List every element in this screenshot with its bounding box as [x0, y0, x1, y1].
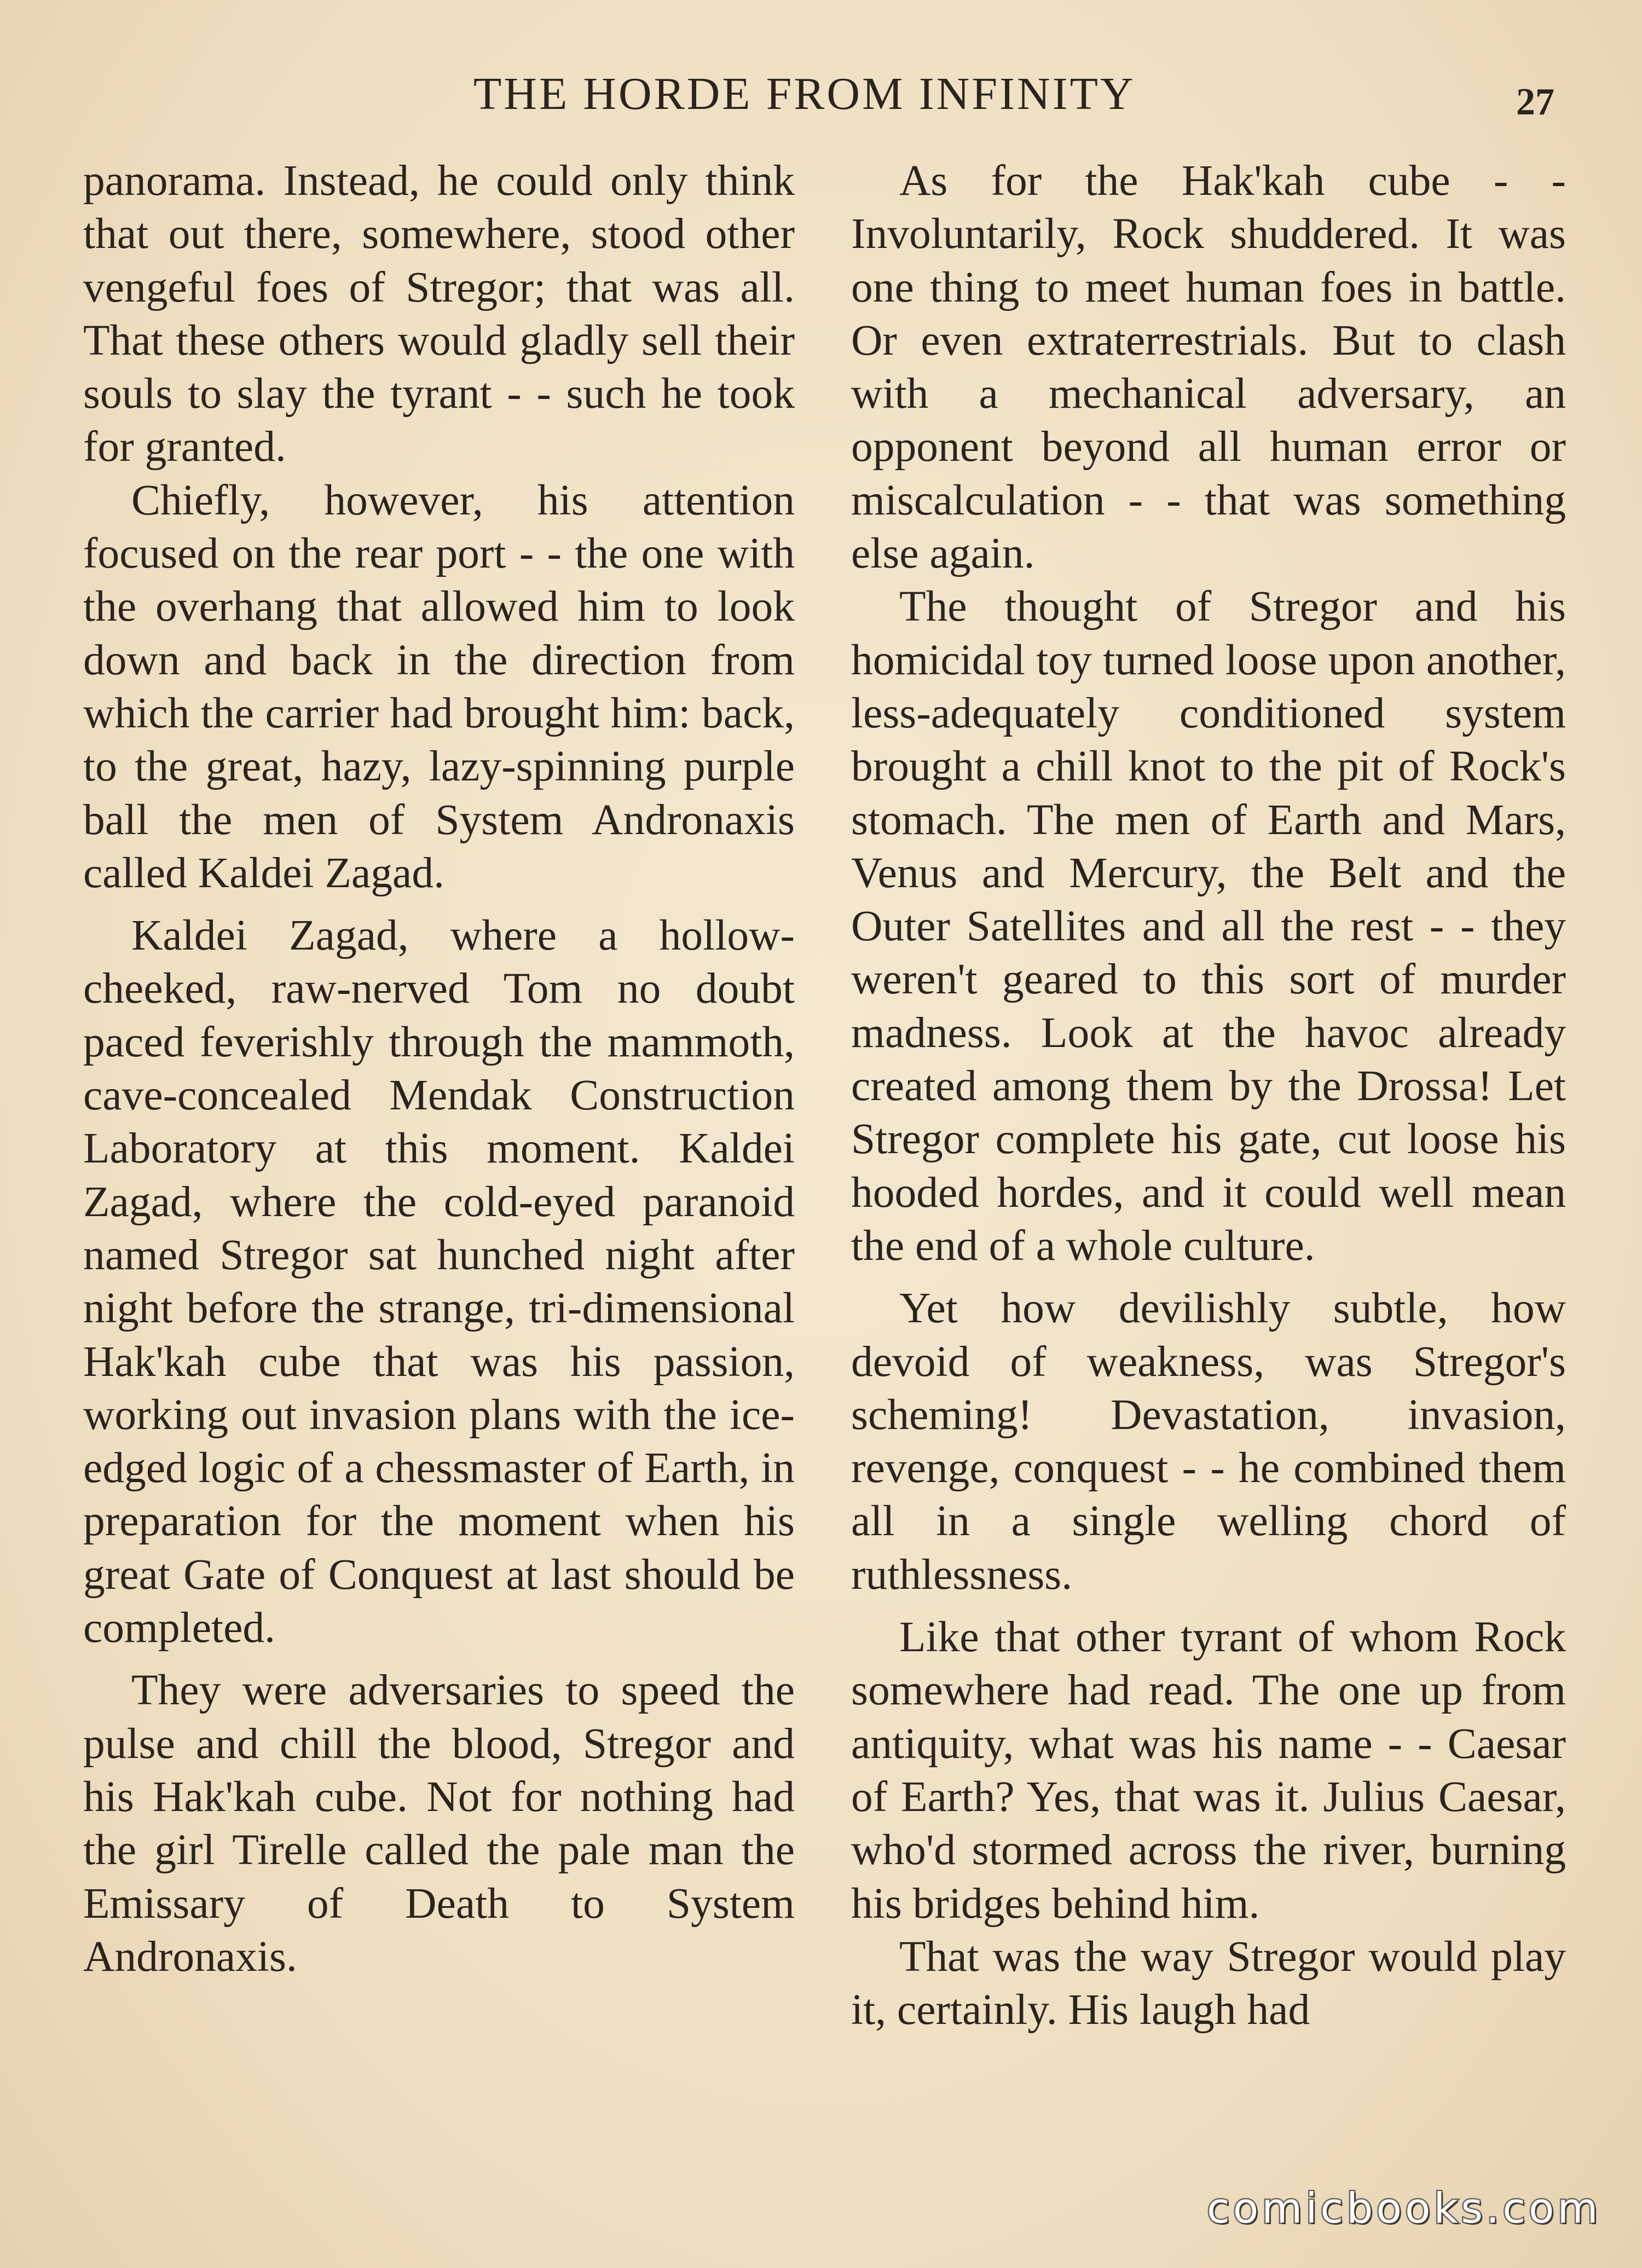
running-title: THE HORDE FROM INFINITY — [473, 68, 1136, 119]
page-header — [0, 66, 1642, 126]
paragraph: Chiefly, however, his attention focused on the rear port - - the one with the overhang that allowed him to look down and back in the direction from which the carrier had brought him: back, to the great, hazy, lazy-spinning purple ball the men of System Andronaxis called Kaldei Zagad. — [83, 476, 795, 897]
watermark: comicbooks.com — [1207, 2184, 1601, 2232]
page-number: 27 — [1516, 81, 1554, 123]
paragraph: They were adversaries to speed the pulse and chill the blood, Stregor and his Hak'kah cube. Not for nothing had the girl Tirelle called the pale man the Emissary of Death to System Andronaxis. — [83, 1666, 795, 1981]
left-column — [83, 154, 795, 1983]
paragraph: Yet how devilishly subtle, how devoid of weakness, was Stregor's scheming! Devastation, invasion, revenge, conquest - - he combined them all in a single welling chord of ruthlessness. — [851, 1284, 1566, 1599]
paragraph: Like that other tyrant of whom Rock somewhere had read. The one up from antiquity, what was his name - - Caesar of Earth? Yes, that was it. Julius Caesar, who'd stormed across the river, burning his bridges behind him. — [851, 1613, 1566, 1928]
paragraph: That was the way Stregor would play it, certainly. His laugh had — [851, 1932, 1566, 2034]
paragraph: As for the Hak'kah cube - - Involuntarily, Rock shuddered. It was one thing to meet human foes in battle. Or even extraterrestrials. But to clash with a mechanical adversary, an opponent beyond all human error or miscalculation - - that was something else again. — [851, 157, 1566, 578]
paragraph: Kaldei Zagad, where a hollow-cheeked, raw-nerved Tom no doubt paced feverishly through the mammoth, cave-concealed Mendak Construction Laboratory at this moment. Kaldei Zagad, where the cold-eyed paranoid named Stregor sat hunched night after night before the strange, tri-dimensional Hak'kah cube that was his passion, working out invasion plans with the ice-edged logic of a chessmaster of Earth, in preparation for the moment when his great Gate of Conquest at last should be completed. — [83, 911, 795, 1652]
right-column — [851, 154, 1566, 2036]
paragraph: panorama. Instead, he could only think that out there, somewhere, stood other vengeful foes of Stregor; that was all. That these others would gladly sell their souls to slay the tyrant - - such he took for granted. — [83, 157, 795, 471]
paragraph: The thought of Stregor and his homicidal toy turned loose upon another, less-adequately conditioned system brought a chill knot to the pit of Rock's stomach. The men of Earth and Mars, Venus and Mercury, the Belt and the Outer Satellites and all the rest - - they weren't geared to this sort of murder madness. Look at the havoc already created among them by the Drossa! Let Stregor complete his gate, cut loose his hooded hordes, and it could well mean the end of a whole culture. — [851, 582, 1566, 1270]
